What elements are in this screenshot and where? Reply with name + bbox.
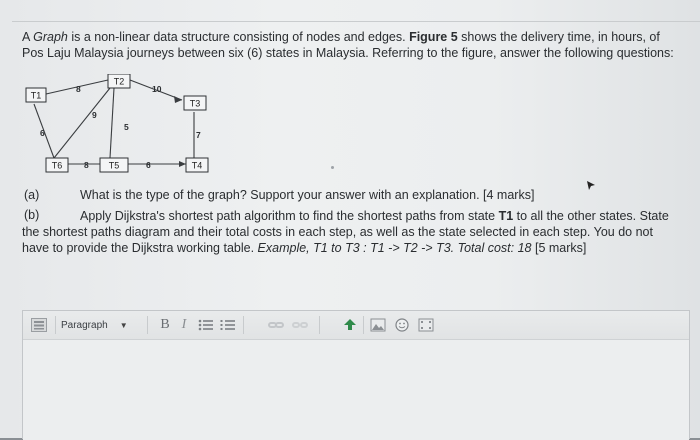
edge-t2-t5: [110, 88, 114, 158]
link-icon[interactable]: [267, 317, 285, 333]
edge-t2-t6: [54, 88, 110, 158]
format-select[interactable]: Paragraph ▼: [61, 319, 128, 331]
part-b-text: Apply Dijkstra's shortest path algorithm to find the shortest paths from state T1 to all the other states. State the shortest paths diagram and their total costs in each step, as well as the state selected in each step. You do not have to provide the Dijkstra working table. Example, T1 to T3 : T1 -> T2 -> T3. Total cost: 18 [5 marks]: [22, 209, 669, 255]
arrow-t4: [179, 161, 186, 167]
numbered-list-icon[interactable]: [219, 317, 237, 333]
weight-t6-t5: 8: [84, 160, 89, 170]
unlink-icon[interactable]: [291, 317, 309, 333]
node-t1: T1: [30, 90, 42, 101]
node-t2: T2: [113, 76, 125, 87]
divider: [363, 316, 364, 334]
node-t5: T5: [108, 160, 120, 171]
answer-editor[interactable]: [22, 310, 690, 439]
divider: [243, 316, 244, 334]
part-a-text: What is the type of the graph? Support your answer with an explanation. [4 marks]: [80, 188, 535, 202]
italic-button[interactable]: I: [181, 317, 187, 332]
node-t4: T4: [191, 160, 203, 171]
media-icon[interactable]: [417, 317, 435, 333]
part-b-label: (b): [24, 208, 40, 222]
editor-content-area[interactable]: [23, 340, 689, 440]
weight-t2-t5: 5: [124, 122, 129, 132]
arrow-t3: [174, 96, 182, 103]
image-icon[interactable]: [369, 317, 387, 333]
chevron-down-icon: ▼: [119, 320, 128, 330]
emoji-icon[interactable]: [393, 317, 411, 333]
node-t6: T6: [51, 160, 63, 171]
divider: [319, 316, 320, 334]
part-a-label: (a): [24, 188, 40, 202]
bold-button[interactable]: B: [160, 317, 170, 332]
weight-t5-t4: 6: [146, 160, 151, 170]
toolbar-toggle-icon[interactable]: [29, 317, 49, 333]
divider: [12, 21, 700, 22]
weight-t2-t3: 10: [152, 84, 162, 94]
weight-t3-t4: 7: [196, 130, 201, 140]
weight-t1-t6: 6: [40, 128, 45, 138]
question-text: A Graph is a non-linear data structure consisting of nodes and edges. Figure 5 shows the delivery time, in hours, of Pos Laju Malaysia journeys between six (6) states in Malaysia. Referring to the figure, answer the following questions:: [22, 30, 674, 60]
figure-5-graph: [24, 74, 224, 184]
weight-t1-t2: 8: [76, 84, 81, 94]
weight-t2-t6: 9: [92, 110, 97, 120]
mouse-cursor-icon: [586, 180, 596, 192]
divider: [55, 316, 56, 334]
node-t3: T3: [189, 98, 201, 109]
speck: [331, 166, 334, 169]
editor-toolbar: [23, 311, 689, 340]
divider: [147, 316, 148, 334]
bullet-list-icon[interactable]: [197, 317, 215, 333]
upload-icon[interactable]: [341, 317, 359, 333]
